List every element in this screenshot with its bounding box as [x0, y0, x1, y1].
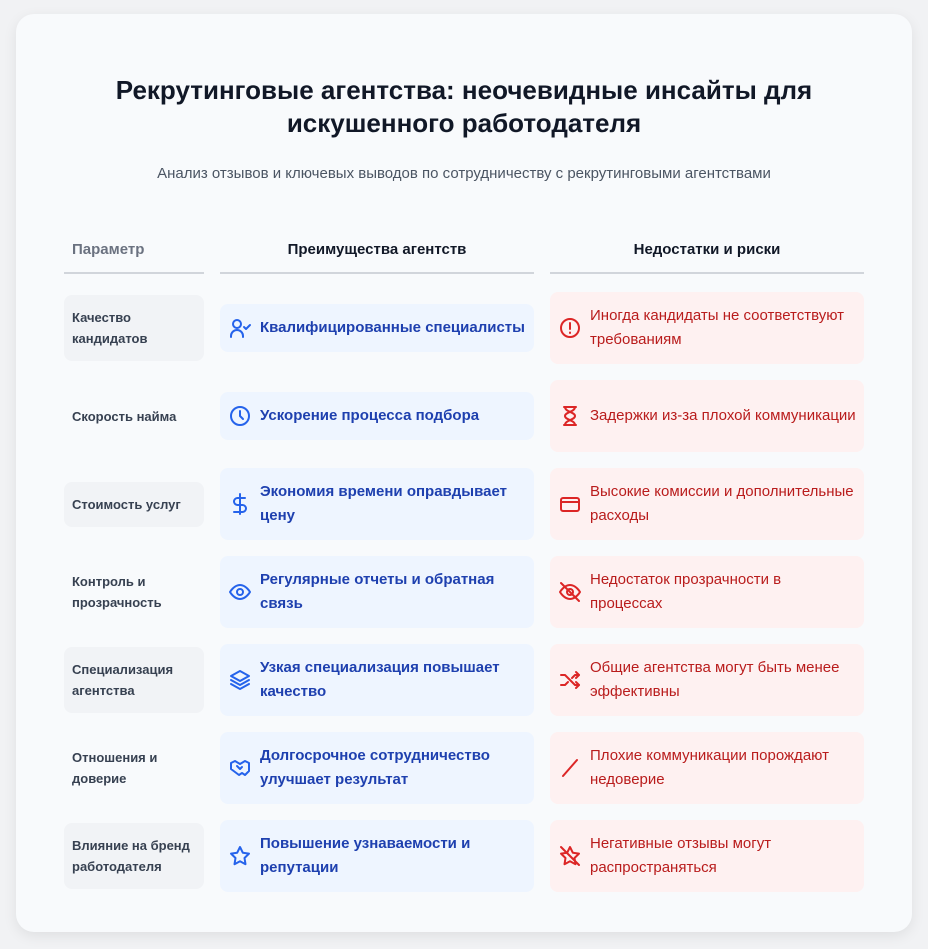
disadvantage-cell	[550, 732, 864, 804]
header-advantages: Преимущества агентств	[220, 226, 534, 274]
header-param: Параметр	[64, 226, 204, 274]
disadvantage-cell	[550, 380, 864, 452]
advantage-cell	[220, 732, 534, 804]
advantage-text: Повышение узнаваемости и репутации	[260, 835, 471, 876]
advantage-text: Квалифицированные специалисты	[260, 319, 525, 336]
param-label: Качество кандидатов	[72, 310, 148, 346]
param-label: Контроль и прозрачность	[72, 574, 162, 610]
advantage-text: Долгосрочное сотрудничество улучшает результат	[260, 747, 490, 788]
disadvantage-text: Негативные отзывы могут распространяться	[590, 835, 772, 876]
user-check-icon	[228, 316, 252, 340]
advantage-cell	[220, 468, 534, 540]
table-body	[64, 292, 864, 892]
disadvantage-cell	[550, 556, 864, 628]
advantage-cell	[220, 304, 534, 352]
disadvantage-cell	[550, 292, 864, 364]
advantage-cell	[220, 644, 534, 716]
eye-off-icon	[558, 580, 582, 604]
disadvantage-text: Недостаток прозрачности в процессах	[590, 571, 782, 612]
layers-icon	[228, 668, 252, 692]
param-cell	[64, 746, 204, 791]
alert-circle-icon	[558, 316, 582, 340]
disadvantage-text: Плохие коммуникации порождают недоверие	[590, 747, 829, 788]
param-label: Влияние на бренд работодателя	[72, 838, 190, 874]
param-cell	[64, 394, 204, 439]
dollar-icon	[228, 492, 252, 516]
disadvantage-cell	[550, 468, 864, 540]
disadvantage-text: Иногда кандидаты не соответствуют требованиям	[590, 307, 845, 348]
eye-icon	[228, 580, 252, 604]
star-off-icon	[558, 844, 582, 868]
insights-card	[16, 14, 912, 932]
disadvantage-cell	[550, 820, 864, 892]
advantage-cell	[220, 556, 534, 628]
advantage-cell	[220, 820, 534, 892]
param-label: Скорость найма	[72, 408, 177, 424]
credit-card-icon	[558, 492, 582, 516]
clock-icon	[228, 404, 252, 428]
comparison-table	[64, 226, 864, 892]
advantage-text: Узкая специализация повышает качество	[260, 659, 500, 700]
param-label: Отношения и доверие	[72, 750, 158, 786]
disadvantage-text: Высокие комиссии и дополнительные расходы	[590, 483, 854, 524]
hourglass-icon	[558, 404, 582, 428]
header-disadvantages: Недостатки и риски	[550, 226, 864, 274]
param-cell	[64, 647, 204, 713]
disadvantage-text: Задержки из-за плохой коммуникации	[590, 407, 856, 424]
advantage-text: Регулярные отчеты и обратная связь	[260, 571, 495, 612]
page-subtitle: Анализ отзывов и ключевых выводов по сотрудничеству с рекрутинговыми агентствами	[157, 165, 771, 182]
disadvantage-cell	[550, 644, 864, 716]
disadvantage-text: Общие агентства могут быть менее эффективны	[590, 659, 840, 700]
advantage-cell	[220, 392, 534, 440]
param-cell	[64, 482, 204, 527]
param-cell	[64, 570, 204, 615]
param-label: Специализация агентства	[72, 662, 174, 698]
param-label: Стоимость услуг	[72, 496, 181, 512]
advantage-text: Экономия времени оправдывает цену	[260, 483, 507, 524]
title-line-2: искушенного работодателя	[286, 108, 642, 138]
param-cell	[64, 295, 204, 361]
slash-icon	[558, 756, 582, 780]
handshake-icon	[228, 756, 252, 780]
shuffle-icon	[558, 668, 582, 692]
star-icon	[228, 844, 252, 868]
param-cell	[64, 823, 204, 889]
advantage-text: Ускорение процесса подбора	[260, 407, 480, 424]
page-title	[16, 74, 912, 140]
title-line-1: Рекрутинговые агентства: неочевидные инсайты для	[115, 75, 813, 105]
